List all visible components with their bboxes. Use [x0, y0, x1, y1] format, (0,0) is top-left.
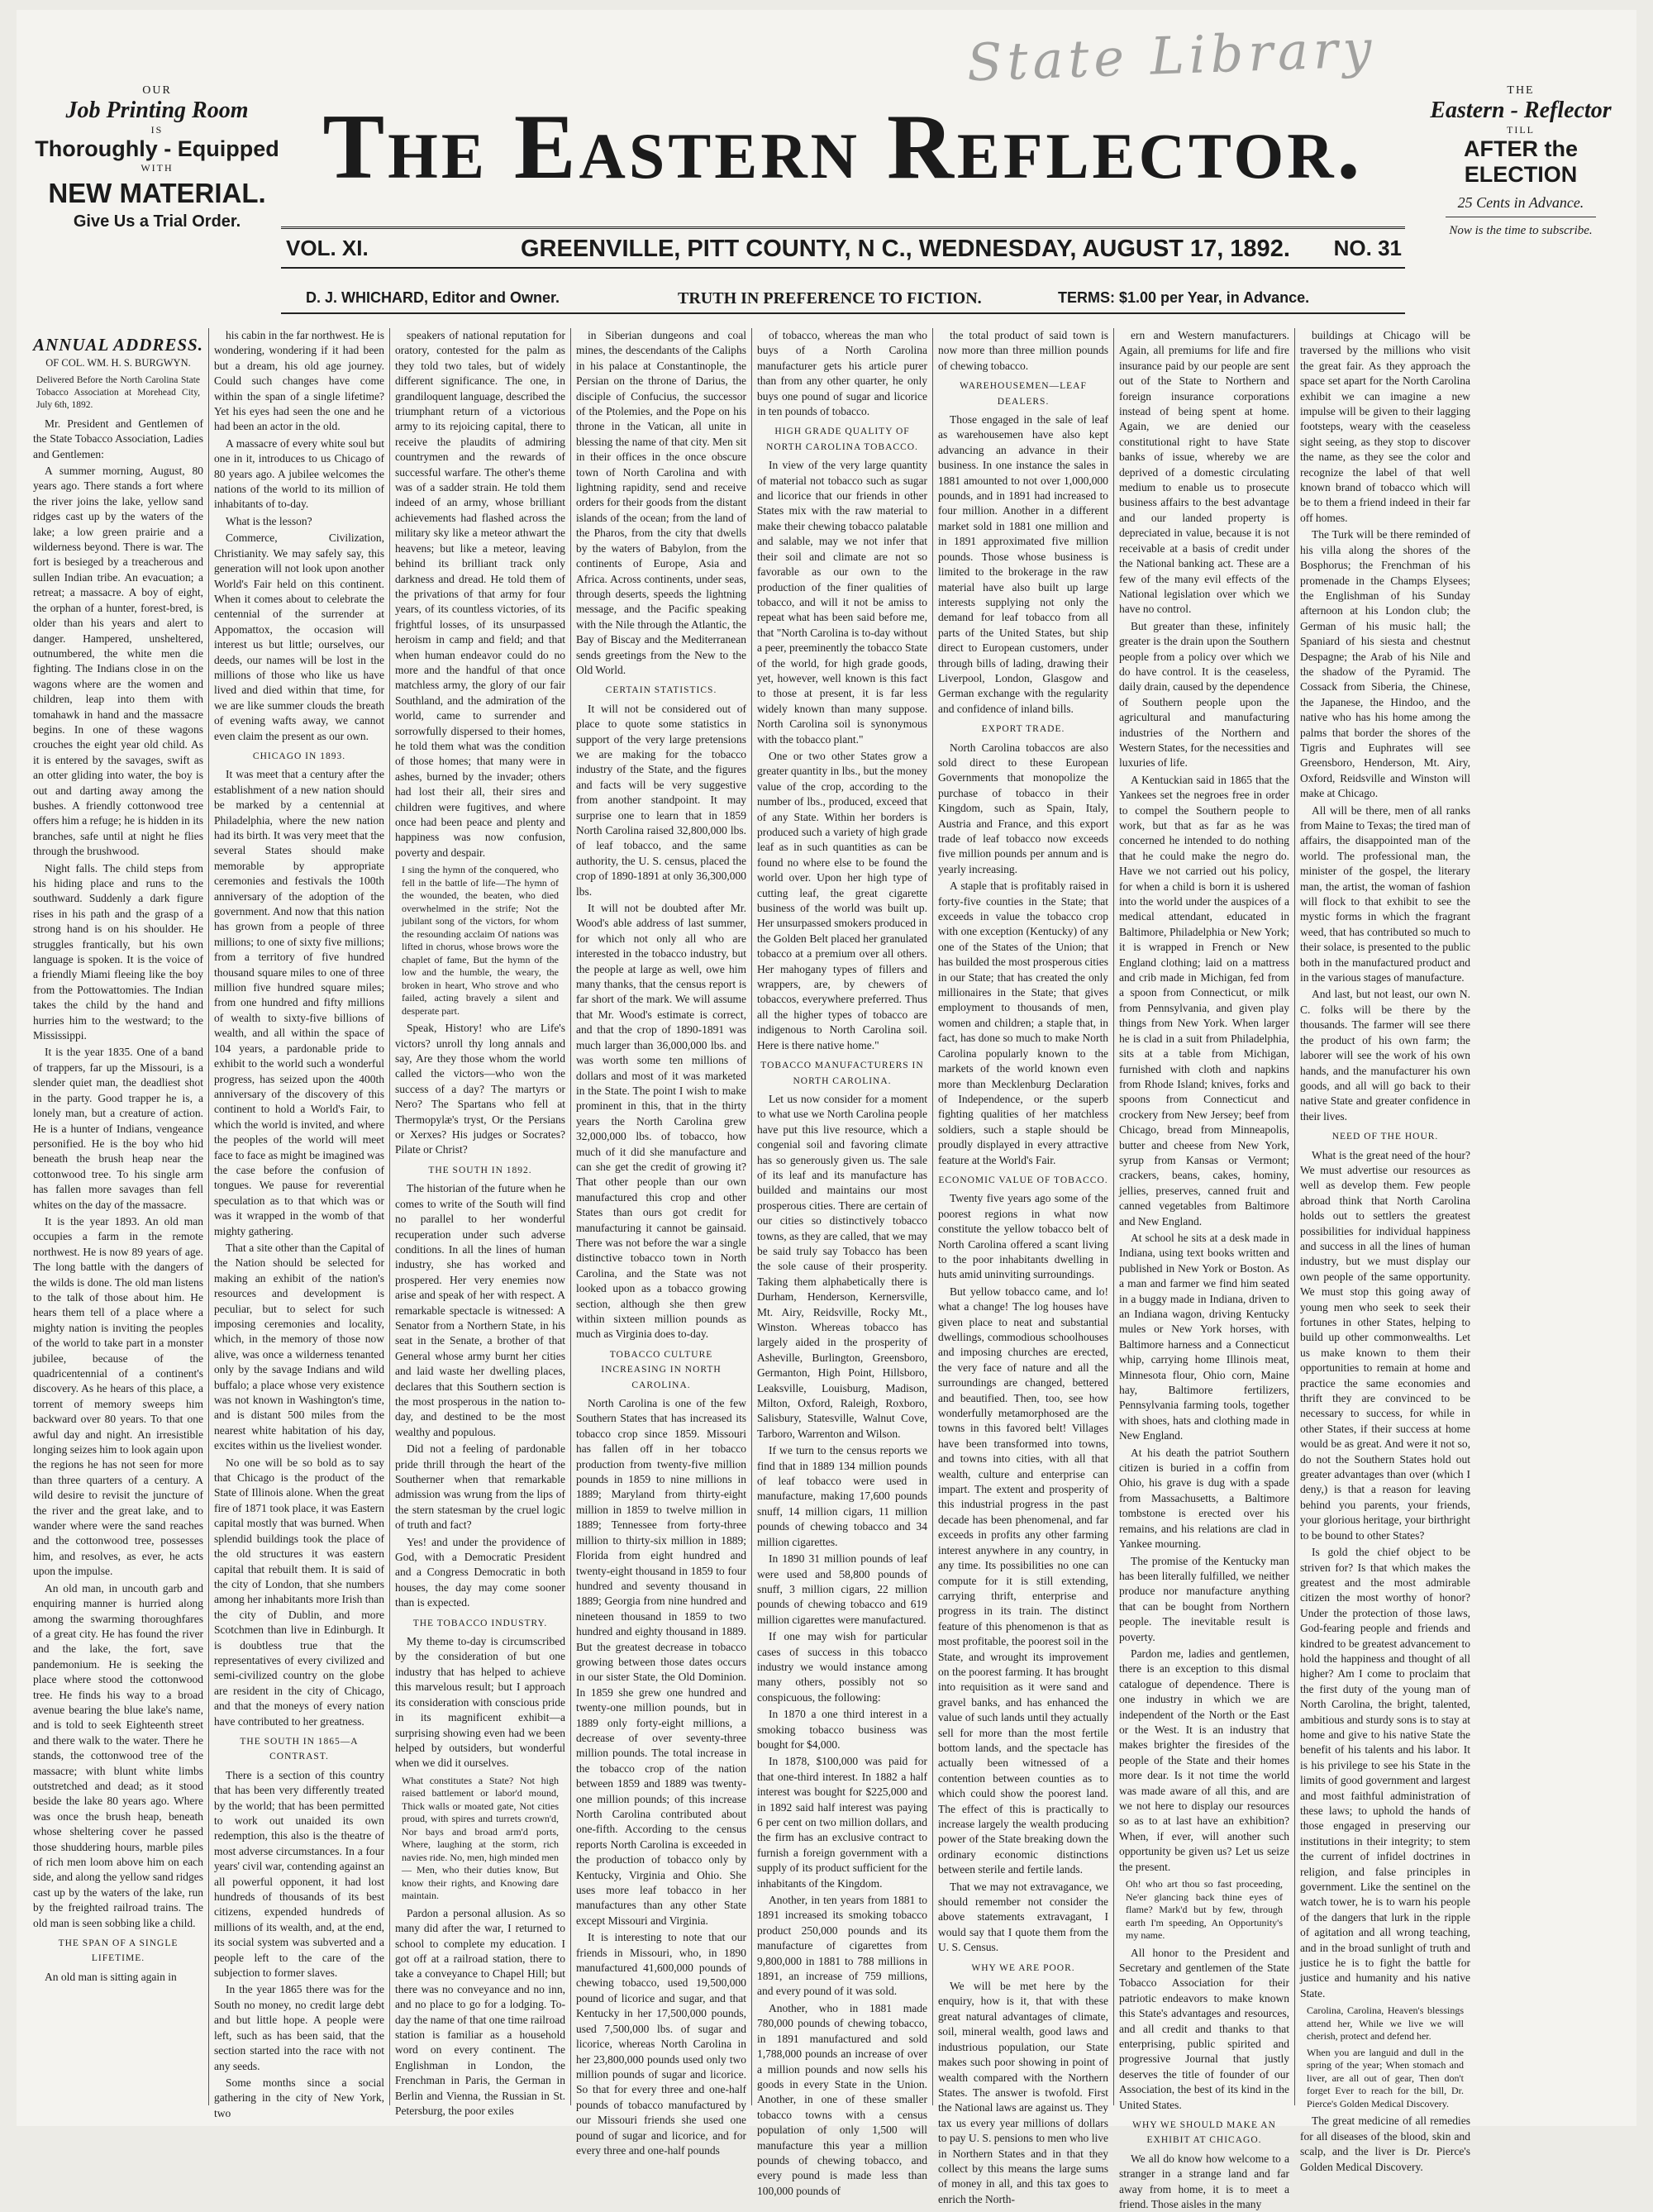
ear-connector-with: WITH — [141, 162, 174, 174]
paragraph: In view of the very large quantity of material not tobacco such as sugar and licorice that our friends in other States mix with the raw material to make their chewing tobacco palatable and salable, may we not infer that their soil and climate are not so favorable as our own to the production of the finer qualities of tobacco, and will it not be amiss to repeat what has been said before me, that "North Carolina is to-day without a peer, preeminently the tobacco State of the world, for high grade goods, yet, however, well known is this fact to those at present, it is far less widely known than many suppose. North Carolina soil is synonymous with the tobacco plant." — [757, 459, 927, 746]
paragraph: Pardon a personal allusion. As so many did after the war, I returned to school to complete my education. I got off at a railroad station, there to take a conveyance to Chapel Hill; but there was no conveyance and no inn, and no place to go for a lodging. To-day the name of that one time railroad station is familiar as a household word on every continent. The Englishman in London, the Frenchman in Paris, the German in Berlin and Vienna, the Russian in St. Petersburg, the poor exiles — [395, 1906, 565, 2117]
volume-number: VOL. XI. — [286, 236, 369, 260]
dateline-bar — [281, 226, 1405, 269]
paragraph: A summer morning, August, 80 years ago. There stands a fort where the river joins the lake, yellow sand ridges cast up by the waters of the lake; a low green prairie and a wilderness beyond. There is war. The fort is besieged by a treacherous and sullen Indian tribe. An evacuation; a retreat; a massacre. A boy of eight, the orphan of a hunter, forest-bred, is older than his years and alert to danger. Hampered, unsheltered, outnumbered, the white men die fighting. The Indians close in on the wagons where are the women and children, leap into them with tomahawk in hand and the massacre begins. In one of these wagons crouches the eight year old child. As it is entered by the savages, swift as an otter gliding into water, the boy is out and darting away among the bushes. A friendly cottonwood tree offers him a refuge; he is hidden in its branches, safe until at night he flies through the brushwood. — [33, 465, 203, 858]
paragraph: Did not a feeling of pardonable pride thrill through the heart of the Southerner when that remarkable admission was wrung from the lips of the stern statesman by the cruel logic of truth and fact? — [395, 1442, 565, 1532]
newspaper-page — [17, 10, 1636, 2211]
paragraph: It will not be considered out of place to quote some statistics in support of the very large pretensions we are making for the tobacco industry of the State, and the figures and facts will be very suggestive from another standpoint. It may surprise one to learn that in 1859 North Carolina raised 32,800,000 lbs. of leaf tobacco, and the same authority, the U. S. census, placed the crop of 1890-1891 at only 36,300,000 lbs. — [576, 702, 746, 898]
paragraph: In 1870 a one third interest in a smoking tobacco business was bought for $4,000. — [757, 1708, 927, 1751]
paragraph: What is the lesson? — [226, 514, 312, 527]
verse-quote: When you are languid and dull in the spring of the year; When stomach and liver, are all out of gear, Then don't forget Ever to reach for the bill, Dr. Pierce's Golden Medical Discovery. — [1307, 2046, 1464, 2110]
section-heading: NEED OF THE HOUR. — [1331, 1132, 1439, 1142]
left-ear-advertisement — [33, 84, 281, 231]
paragraph: The Turk will be there reminded of his villa along the shores of the Bosphorus; the Frenchman of his promenade in the Champs Elysees; the Englishman of his Sunday afternoon at his London club; the German of his music hall; the Spaniard of his siesta and chestnut Despagne; the Arab of his Nile and the shadow of the Pyramid. The Cossack from Siberia, the Chinese, the Japanese, the Hindoo, and the native who has his home among the palms that border the shores of the Tigris and Euphrates will see Greensboro, Henderson, Mt. Airy, Oxford, Reidsville and Winston will make at Chicago. — [1300, 528, 1470, 800]
paragraph: At school he sits at a desk made in Indiana, using text books written and published in New York or Boston. As a man and farmer we find him seated in a buggy made in Indiana, driven to an Indiana wagon, driving Kentucky mules or New York horses, with Baltimore harness and a Connecticut whip, carrying home Illinois meat, Minnesota flour, Ohio corn, Maine hay, Baltimore fertilizers, Pennsylvania farming tools, together with shoes, hats and clothing made in New England. — [1119, 1231, 1289, 1442]
paragraph: the total product of said town is now more than three million pounds of chewing tobacco. — [938, 329, 1108, 372]
paragraph: It was meet that a century after the establishment of a new nation should be marked by a centennial at Philadelphia, where the new nation had its birth. It was very meet that the several States should make memorable by appropriate ceremonies and festivals the 100th anniversary of the adoption of the government. And now that this nation has grown from a people of three millions; to one of sixty five millions; from a territory of five hundred thousand square miles to one of three million five hundred square miles; from one hundred and fifty millions of wealth to sixty-five billions of wealth, and all within the space of 104 years, a pardonable pride to exhibit to the world such a wonderful progress, has seized upon the 400th anniversary of the discovery of this continent to hold a World's Fair, to which the world is invited, and where the peoples of the world will meet face to face as might be imagined was the case before the confusion of tongues. We pause for reverential speculation as to that which was or was it wrapped in the womb of that mighty gathering. — [214, 768, 384, 1237]
paragraph: But yellow tobacco came, and lo! what a change! The log houses have given place to neat and substantial dwellings, commodious schoolhouses and imposing churches are erected, the very face of nature and all the surroundings are changed, bettered and beautified. Then, too, see how wonderfully metamorphosed are the towns in this favored belt! Villages have been transformed into towns, and towns into cities, with all that wealth, culture and enterprise can impart. The extent and prosperity of this industrial progress in the past decade has been phenomenal, and far exceeds in profits any other farming interest anywhere in any country, in any time. Its possibilities no one can compute for it is still extending, carrying thrift, enterprise and progress in its train. The distinct feature of this phenomenon is that as most profitable, the poorest soil in the State, and wrought its improvement on the poorest farming. It has brought into requisition as it were sand and gravel banks, and has enhanced the value of such lands until they actually sell for more than the most fertile bottom lands, and the spectacle has actually been witnessed of a contention between counties as to which could show the poorest land. The effect of this is practically to increase largely the wealth producing power of the State breaking down the ordinary economic distinctions between sterile and fertile lands. — [938, 1285, 1108, 1876]
paragraph: North Carolina tobaccos are also sold direct to these European Governments that monopolize the purchase of tobacco in their Kingdom, such as Spain, Italy, Austria and France, and this export trade of leaf tobacco now exceeds five million pounds per annum and is yearly increasing. — [938, 741, 1108, 875]
paragraph: It will not be doubted after Mr. Wood's able address of last summer, for which not only all who are interested in the tobacco industry, but the people at large as well, owe him many thanks, that the census report is far short of the mark. We will assume that Mr. Wood's estimate is correct, and that the crop of 1890-1891 was much larger than 36,000,000 lbs. and was worth some ten millions of dollars and most of it was marketed in the State. The point I wish to make prominent in this, that in the thirty years the North Carolina grew 32,000,000 lbs. of tobacco, how much of it did she manufacture and can she get the credit of growing it? That other people than our own manufactured this crop and other States than ours got credit for manufacturing it cannot be gainsaid. There was not before the war a single distinctive tobacco town in North Carolina, and the State was not looked upon as a tobacco growing section, although she then grew within sixteen million pounds as much as Virginia does to-day. — [576, 902, 746, 1341]
paragraph: of tobacco, whereas the man who buys of a North Carolina manufacturer gets his article purer than from any other quarter, he only buys one pound of sugar and licorice in ten pounds of tobacco. — [757, 329, 927, 418]
paragraph: At his death the patriot Southern citizen is buried in a coffin from Ohio, his grave is dug with a spade from Massachusetts, a Baltimore tombstone is erected over his remains, and his relations are clad in Yankee mourning. — [1119, 1446, 1289, 1551]
section-heading: WHY WE SHOULD MAKE AN EXHIBIT AT CHICAGO. — [1132, 2120, 1276, 2146]
paragraph: Another, in ten years from 1881 to 1891 increased its smoking tobacco product 250,000 pounds and its manufacture of cigarettes from 9,800,000 in 1881 to 788 millions in 1891, an increase of 759 millions, and every pound of it was sold. — [757, 1894, 927, 1998]
editor-line — [281, 288, 1405, 314]
paragraph: All honor to the President and Secretary and gentlemen of the State Tobacco Association for their patriotic endeavors to make known this State's advantages and resources, and all credit and thanks to that enterprising, public spirited and progressive Journal that justly deserves the title of founder of our Association, the best of its kind in the United States. — [1119, 1946, 1289, 2111]
paragraph: Some months since a social gathering in the city of New York, two — [214, 2076, 384, 2119]
issue-number: NO. 31 — [1333, 236, 1402, 260]
paragraph: In 1890 31 million pounds of leaf were used and 58,800 pounds of snuff, 3 million cigars, 22 million pounds of chewing tobacco and 619 million cigarettes were manufactured. — [757, 1552, 927, 1626]
paragraph: Pardon me, ladies and gentlemen, there is an exception to this dismal catalogue of dependence. There is one industry in which we are independent of the North or the East or the West. It is an industry that makes brighter the firesides of the people of the State and their homes more dear. Is it not time the world was made aware of all this, and are we not here to display our resources so as to at last have an exhibition? When, if ever, will another such opportunity be given us? Let us seize the present. — [1119, 1647, 1289, 1873]
paragraph: In the year 1865 there was for the South no money, no credit large debt and but little hope. A people were left, such as has been said, that the section started into the race with not any seeds. — [214, 1983, 384, 2072]
paragraph: That we may not extravagance, we should remember not consider the above statements extravagant, I would say that I quote them from the U. S. Census. — [938, 1880, 1108, 1954]
paragraph: What is the great need of the hour? We must advertise our resources as well as develop them. Few people abroad think that North Carolina holds out to settlers the greatest possibilities for individual happiness and success in all the lines of human industry, but we must display our own people of the same opportunity. We must stop this going away of young men who seek to seek their fortunes in other States, helping to build up other commonwealths. Let us make known to them their opportunities to remain at home and practice the same economies and thrift they are convinced to be necessary to success, for while in other States, if their success at home would be as great. And were it not so, do not the Southern States hold out greater advantages than over (which I deny,) is that a reason for leaving behind you parents, your friends, your glorious heritage, your birthright to be bound to other States? — [1300, 1148, 1470, 1542]
paragraph: Those engaged in the sale of leaf as warehousemen have also kept advancing an advance in their business. In one instance the sales in 1881 amounted to not over 1,000,000 pounds, and in 1891 had increased to four million. Another in a different market sold in 1881 one million and in 1891 approximated five million pounds. Those whose business is limited to the brokerage in the raw material have also built up large interests supplying not only the demand for leaf tobacco from all parts of the United States, but ship direct to European customers, under through bills of lading, drawing their Liverpool, London, Glasgow and German exchange with the regularity and confidence of inland bills. — [938, 413, 1108, 715]
column-4 — [576, 328, 746, 2157]
paragraph: A massacre of every white soul but one in it, introduces to us Chicago of 80 years ago. A jubilee welcomes the nations of the world to its million of inhabitants of to-day. — [214, 436, 384, 511]
column-1 — [33, 334, 203, 2111]
ear-small-caption: THE — [1507, 84, 1535, 97]
paragraph: The historian of the future when he comes to write of the South will find no parallel to her wonderful recuperation under such adverse conditions. In all the lines of human industry, she has worked and prospered. Her very enemies now arise and speak of her with respect. A remarkable spectacle is witnessed: A Senator from a Northern State, in his seat in the Senate, a brother of that General whose army burnt her cities and laid waste her dwelling places, declares that this Southern section is the most prosperous in the nation to-day, and destined to be the most wealthy and populous. — [395, 1182, 565, 1438]
paragraph: We all do know how welcome to a stranger in a strange land and far away from home, it is to meet a friend. Those aisles in the many — [1119, 2152, 1289, 2211]
column-5 — [757, 328, 927, 2197]
column-rule — [389, 328, 390, 2105]
paragraph: A Kentuckian said in 1865 that the Yankees set the negroes free in order to compel the Southern people to work, but that as far as he was concerned he intended to do nothing that he could make the negro do. Have we not carried out his policy, for when a child is born it is ushered into the world under the auspices of a medical attendant, educated in Baltimore, Philadelphia or New York; it is wrapped in French or New England clothing; laid on a mattress and crib made in Michigan, fed from a spoon from Connecticut, or milk from Pennsylvania, and given play things from New York. When larger he is clad in a suit from Philadelphia, sits at a table from Michigan, furnished with cloth and napkins from Rhode Island; knives, forks and spoons from Connecticut and crockery from New Jersey; beef from Chicago, bread from Minneapolis, butter and cheese from New York, syrup from Kansas or Vermont; crackers, beans, cakes, hominy, jellies, preserves, canned fruit and canned vegetables from Baltimore and New England. — [1119, 773, 1289, 1228]
ear-subscribe-note: Now is the time to subscribe. — [1449, 224, 1593, 237]
section-heading: THE TOBACCO INDUSTRY. — [412, 1618, 548, 1628]
section-heading: THE SOUTH IN 1892. — [428, 1165, 532, 1175]
paragraph: Another, who in 1881 made 780,000 pounds of chewing tobacco, in 1891 manufactured and sold 1,788,000 pounds an increase of over a million pounds and now sells his goods in every State in the Union. Another, in one of these smaller tobacco towns with a census population of only 1,500 will manufacture this year a million pounds of chewing tobacco, and every pound is made less than 100,000 pounds of — [757, 2001, 927, 2197]
paragraph: It is the year 1893. An old man occupies a farm in the remote northwest. He is now 89 years of age. The long battle with the dangers of the wilds is done. The old man listens to the talk of those about him. He hears them tell of a place where a mighty nation is inviting the peoples of the world to take part in a monster jubilee, because of the quadricentennial of a continent's discovery. As he hears of this place, a torrent of memory sweeps him backward over 80 years. To that one awful day and night. An irresistible longing seizes him to look again upon the regions he has not seen for more than three quarters of a century. A wild desire to revisit the juncture of the river and the great lake, and to wander where were the sand reaches and the cottonwood tree, possesses him, and resolves, as ever, he acts upon the impulse. — [33, 1214, 203, 1578]
column-8 — [1300, 328, 1470, 2173]
paragraph: In 1878, $100,000 was paid for that one-third interest. In 1882 a half interest was bought for $225,000 and in 1892 said half interest was paying 6 per cent on two million dollars, and the firm has an exclusive contract to furnish a foreign government with a supply of its product sufficient for the inhabitants of the Kingdom. — [757, 1755, 927, 1890]
section-heading: WHY WE ARE POOR. — [971, 1962, 1075, 1973]
ear-price: 25 Cents in Advance. — [1457, 194, 1584, 211]
subscription-terms: TERMS: $1.00 per Year, in Advance. — [1058, 289, 1310, 306]
paragraph: Yes! and under the providence of God, with a Democratic President and a Congress Democratic in both houses, the day may come sooner than is expected. — [395, 1535, 565, 1609]
paragraph: Twenty five years ago some of the poorest regions in what now constitute the yellow tobacco belt of North Carolina offered a scant living to the poor inhabitants dwelling in huts amid uninviting surroundings. — [938, 1192, 1108, 1281]
ear-connector: IS — [150, 124, 164, 136]
ear-script-title: Eastern - Reflector — [1430, 98, 1612, 123]
paragraph: An old man is sitting again in — [45, 1970, 177, 1983]
ear-line-equipped: Thoroughly - Equipped — [35, 136, 279, 161]
paragraph: That a site other than the Capital of the Nation should be selected for making an exhibit of the nation's resources and development is peculiar, but to select for such imposing ceremonies and locality, which, in the memory of those now alive, was once a wilderness tenanted only by the savage Indians and wild buffalo; a place whose very existence was not known in Washington's time, and is distant 500 miles from the nearest white habitation of his day, excites within us the liveliest wonder. — [214, 1241, 384, 1452]
paragraph: The great medicine of all remedies for all diseases of the blood, skin and scalp, and the liver is Dr. Pierce's Golden Medical Discovery. — [1300, 2114, 1470, 2173]
ear-connector-till: TILL — [1507, 124, 1535, 136]
motto: TRUTH IN PREFERENCE TO FICTION. — [678, 289, 982, 307]
column-rule — [751, 328, 752, 2105]
column-3 — [395, 328, 565, 2117]
column-7 — [1119, 328, 1289, 2211]
paragraph: North Carolina is one of the few Southern States that has increased its tobacco crop since 1859. Missouri has fallen off in her tobacco production from twenty-five million pounds in 1859 to nine millions in 1889; Maryland from thirty-eight million in 1859 to twelve million in 1889; Tennessee from forty-three million to thirty-six million in 1889; Florida from eight hundred and twenty-eight thousand in 1859 to four hundred and seventy thousand in 1889; Georgia from nine hundred and nineteen thousand in 1859 to two hundred and eighty thousand in 1889. But the greatest decrease in tobacco growing between those dates occurs in our sister State, the Old Dominion. In 1859 she grew one hundred and twenty-one million pounds, but in 1889 only forty-eight millions, a decrease of over seventy-three million pounds. The total increase in the tobacco crop of the nation between 1859 and 1889 was twenty-one million pounds; of this increase North Carolina contributed about one-fifth. According to the census reports North Carolina is exceeded in the production of tobacco only by Kentucky, Virginia and Ohio. She uses more leaf tobacco in her manufactures than any other State except Missouri and Virginia. — [576, 1397, 746, 1927]
section-heading: HIGH GRADE QUALITY OF NORTH CAROLINA TOBACCO. — [766, 427, 918, 452]
paragraph: A staple that is profitably raised in forty-five counties in the State; that exceeds in value the tobacco crop with one exception (Kentucky) of any one of the States of the Union; that has builded the most prosperous cities in our State; that has created the only millionaires in the State; that gives employment to thousands of men, women and children; a staple that, in fact, has done so much to make North Carolina popularly known to the markets of the world known even more than Mecklenburg Declaration of Independence, or the superb fighting qualities of her matchless soldiers, such a staple should be proudly displayed in every attractive feature at the World's Fair. — [938, 880, 1108, 1166]
ear-offer: Give Us a Trial Order. — [73, 212, 241, 231]
paragraph: Is gold the chief object to be striven for? Is that which makes the greatest and the most admirable citizen the most worthy of honor? Under the protection of those laws, God-fearing people and friends and kindred to be greatest advancement to hold the happiness and thought of all higher? Am I come to proclaim that the first duty of the young man of North Carolina, the bright, talented, ambitious and sturdy sons is to stay at home and give to his native State the benefit of his talents and his labor. It is his privilege to see his State in the limits of good government and largest and most faithful administration of these laws; to uphold the hands of those engaged in preserving our institutions in their integrity; to stem the current of infidel doctrines in religion, and false principles in government. Like the sentinel on the watch tower, he is to warn his people of the dangers that lurk in the ripple of agitation and all wrong teaching, and in the broad sunlight of truth and justice he is to fight the battle for justice and humanity and his native State. — [1300, 1546, 1470, 2000]
section-heading: THE SPAN OF A SINGLE LIFETIME. — [58, 1938, 179, 1964]
ear-small-caption: OUR — [142, 84, 172, 97]
paragraph: ern and Western manufacturers. Again, all premiums for life and fire insurance paid by our people are sent out of the State to Northern and foreign insurance corporations instead of being spent at home. Again, we are denied our constitutional right to have State banks of issue, whereby we are deprived of a domestic circulating medium to enable us to prosecute business affairs to the best advantage and our landed property is depreciated in value, because it is not receivable at a basis of credit under the National banking act. These are a few of the many evil effects of the National legislation over which we have no control. — [1119, 329, 1289, 616]
paragraph: My theme to-day is circumscribed by the consideration of but one industry that has helped to achieve this marvelous result; but I approach its consideration with conscious pride in its magnificent exhibit—a surprising showing even had we been helped by outsiders, but wonderful when we did it ourselves. — [395, 1635, 565, 1770]
paragraph: buildings at Chicago will be traversed by the millions who visit the great fair. As they approach the space set apart for the North Carolina exhibit we can imagine a new impulse will be given to their lagging footsteps, weary with the ceaseless sight seeing, as they stop to discover the name, as they see the color and recognize the label of that well known brand of tobacco which will be to them a friend indeed in their far off homes. — [1300, 329, 1470, 524]
section-heading: EXPORT TRADE. — [981, 724, 1065, 735]
section-heading: WAREHOUSEMEN—LEAF DEALERS. — [960, 381, 1087, 407]
paragraph: Commerce, Civilization, Christianity. We may safely say, this generation will not look upon another World's Fair held on this continent. When it comes about to celebrate the centennial of the surrender at Appomattox, the occasion will interest us but little; ourselves, our deeds, our names will be lost in the millions of those who like us have lived and died within that time, for we are like summer clouds the breath of evening wafts away, we cannot even claim the present as our own. — [214, 532, 384, 742]
column-rule — [1294, 328, 1295, 2105]
byline: OF COL. WM. H. S. BURGWYN. — [45, 357, 191, 369]
editor-name: D. J. WHICHARD, Editor and Owner. — [306, 289, 560, 306]
delivery-note: Delivered Before the North Carolina State Tobacco Association at Morehead City, July 6th, 1892. — [36, 374, 200, 410]
ear-line-material: NEW MATERIAL. — [48, 178, 266, 208]
ear-script-title: Job Printing Room — [65, 98, 249, 123]
section-heading: THE SOUTH IN 1865—A CONTRAST. — [240, 1736, 359, 1762]
paragraph: his cabin in the far northwest. He is wondering, wondering if it had been but a dream, his old age journey. Could such changes have come within the span of a single lifetime? Yet his eyes had seen the one and he had been an actor in the old. — [214, 329, 384, 433]
paragraph: in Siberian dungeons and coal mines, the descendants of the Caliphs in his palace at Constantinople, the Persian on the throne of Darius, the disciple of Confucius, the successor of the Ptolemies, and the Pope on his throne in the Vatican, all unite in blessing the name of that city. Men sit in their offices in the once obscure town of North Carolina and with lightning rapidity, send and receive orders for their goods from the distant islands of the ocean; from the land of the Pharos, from the city that dwells by the waters of Babylon, from the continents of Europe, Asia and Africa. Across continents, under seas, through deserts, speeds the lightning message, and the Pacific speaking with the Nile through the Atlantic, the Bay of Biscay and the Mediterranean sends greetings from the New to the Old World. — [576, 329, 746, 676]
column-rule — [208, 328, 209, 2105]
paragraph: It is interesting to note that our friends in Missouri, who, in 1890 manufactured 41,600,000 pounds of chewing tobacco, used 19,500,000 pound of licorice and sugar, and that Kentucky in her 17,500,000 pounds, used 7,500,000 lbs. of sugar and licorice, whereas North Carolina in her 23,800,000 pounds used only two million pounds of sugar and licorice. So that for every three and one-half pounds of tobacco manufactured by our Missouri friends she used one pound of sugar and licorice, and for every three and one-half pounds — [576, 1931, 746, 2157]
verse-quote: Carolina, Carolina, Heaven's blessings attend her, While we live we will cherish, protect and defend her. — [1307, 2005, 1464, 2043]
paragraph: And last, but not least, our own N. C. folks will be there by the thousands. The farmer will see there the product of his own farm; the laborer will see the work of his own hands, and the manufacturer his own goods, and all will go back to their native State and greater confidence in their lives. — [1300, 988, 1470, 1123]
paragraph: Let us now consider for a moment to what use we North Carolina people have put this live resource, which a congenial soil and favoring climate has so generously given us. The sale of its leaf and its manufacture has builded and maintains our most prosperous cities. There are certain of our cities so distinctively tobacco towns, as they are called, that we may be said truly say Tobacco has been the sole cause of their prosperity. Taking them alphabetically there is Durham, Henderson, Kernersville, Mt. Airy, Reidsville, Rocky Mt., Winston. Whereas tobacco has largely aided in the prosperity of Asheville, Burlington, Greensboro, Germanton, High Point, Hillsboro, Leaksville, Louisburg, Madison, Milton, Oxford, Raleigh, Roxboro, Salisbury, Statesville, Walnut Cove, Tarboro, Warrenton and Wilson. — [757, 1092, 927, 1440]
paragraph: If we turn to the census reports we find that in 1889 134 million pounds of leaf tobacco were used in manufacture, making 17,600 pounds snuff, 14 million cigars, 11 million pounds of chewing tobacco and 34 million cigarettes. — [757, 1444, 927, 1548]
paragraph: speakers of national reputation for oratory, contested for the palm as they told two tales, but of widely different significance. The one, in grandiloquent language, described the triumphant return of a victorious army to its rejoicing capital, there to receive the plaudits of admiring countrymen and the rewards of successful warfare. The other's theme was of a sadder strain. He told them indeed of an army, whose brilliant achievements had flashed across the military sky like a meteor athwart the heavens; but like a meteor, leaving behind its brilliant track only darkness and dread. He told them of the privations of that army for four years, of its countless victories, of its frightful losses, of its unsurpassed heroism in camp and field; and that when human endeavor could do no more and the handful of that once matchless army, the glory of our fair Southland, and the admiration of the world, came to surrender and sorrowfully dispersed to their homes, he told them what was the condition of those homes; that many were in ashes, burned by the invader; others had lost their all, their sires and children were fugitives, and where once had been peace and plenty and happiness was now confusion, poverty and despair. — [395, 329, 565, 859]
masthead-title: The Eastern Reflector. — [322, 96, 1364, 198]
paragraph: It is the year 1835. One of a band of trappers, far up the Missouri, is a slender quiet man, the deadliest shot in the party. Good trapper he is, a lonely man, but a creature of action. He is a hunter of Indians, vengeance personified. He is the boy who hid beneath the brush heap near the cottonwood tree. To his single arm has fallen more savages than fell whites on the day of the massacre. — [33, 1046, 203, 1211]
column-6 — [938, 328, 1108, 2205]
paragraph: The promise of the Kentucky man has been literally fulfilled, we neither produce nor manufacture anything that can be bought from Northern people. The inevitable result is poverty. — [1119, 1554, 1289, 1643]
paragraph: There is a section of this country that has been very differently treated by the world; that has been permitted to work out unaided its own redemption, this also is the theatre of most adverse circumstances. In a four years' civil war, contending against an all powerful opponent, it had lost hundreds of thousands of its best citizens, expended hundreds of millions of its wealth, and, at the end, its social system was subverted and a people left to the care of the subjection to former slaves. — [214, 1768, 384, 1980]
column-2 — [214, 328, 384, 2119]
paragraph: One or two other States grow a greater quantity in lbs., but the money value of the crop, according to the number of lbs., produced, exceed that of any State. Within her borders is produced such a variety of high grade leaf as in such quantities as can be found no where else to be found the world over. Upon her high type of cutting leaf, the great cigarette business of the world was built up. Her unsurpassed smokers produced in the Golden Belt placed her granulated tobacco at a premium over all others. Her mahogany types of fillers and wrappers, are, by chewers of tobaccos, everywhere preferred. Thus all the higher types of tobacco are indigenous to North Carolina soil. Here is there native home." — [757, 749, 927, 1051]
paragraph: But greater than these, infinitely greater is the drain upon the Southern people from a policy over which we do have control. It is the ceaseless, daily drain, caused by the dependence of Southern people upon the agricultural and manufacturing industries of the Northern and Western States, for the necessities and luxuries of life. — [1119, 619, 1289, 770]
paragraph: Night falls. The child steps from his hiding place and runs to the southward. Suddenly a dark figure rises in his path and the grasp of a strong hand is on his shoulder. He struggles frantically, but his own language is spoken. It is the voice of a friendly Miami fleeing like the boy from the Pottowattomies. The Indian takes the child by the hand and hurries him to the westward; to the Mississippi. — [33, 861, 203, 1042]
column-rule — [932, 328, 933, 2105]
section-heading: CERTAIN STATISTICS. — [605, 685, 717, 696]
paragraph: An old man, in uncouth garb and enquiring manner is hurried along among the swarming thoroughfares of a great city. He has found the river and the lake, the fort, save pandemonium. He is seeking the place where stood the cottonwood tree. He finds his way to a broad avenue bearing the blue lake's name, and is told to seek Eighteenth street and there walk to the water. There he stands, the cottonwood tree of the massacre; with blunt white limbs outstretched and dead; as it stood beside the lake 80 years ago. Where was once the brush heap, beneath whose sheltering cover he passed those shuddering hours, marble piles of rich men loom above him on each side, and along the yellow sand ridges cast up by the waters of the lake, run by the freighted railroad trains. The old man is seen sobbing like a child. — [33, 1581, 203, 1929]
verse-quote: What constitutes a State? Not high raised battlement or labor'd mound, Thick walls or moated gate, Not cities proud, with spires and turrets crown'd, Nor bays and broad arm'd ports, Where, laughing at the storm, rich navies ride. No, men, high minded men— Men, who their duties know, But know their rights, and Knowing dare maintain. — [402, 1774, 559, 1902]
section-heading: ECONOMIC VALUE OF TOBACCO. — [938, 1175, 1108, 1185]
verse-quote: Oh! who art thou so fast proceeding, Ne'er glancing back thine eyes of flame? Mark'd but by few, through earth I'm speeding, An Opportunity's my name. — [1126, 1878, 1283, 1942]
paragraph: Mr. President and Gentlemen of the State Tobacco Association, Ladies and Gentlemen: — [33, 417, 203, 460]
column-rule — [1113, 328, 1114, 2105]
handwritten-library-stamp: State Library — [965, 18, 1378, 93]
section-heading: TOBACCO MANUFACTURERS IN NORTH CAROLINA. — [760, 1061, 924, 1086]
section-heading: CHICAGO IN 1893. — [252, 751, 346, 761]
section-heading: ANNUAL ADDRESS. — [33, 335, 203, 355]
section-heading: TOBACCO CULTURE INCREASING IN NORTH CAROLINA. — [601, 1349, 722, 1390]
paragraph: Speak, History! who are Life's victors? unroll thy long annals and say, Are they those whom the world called the victors—who won the success of a day? The martyrs or Nero? The Spartans who fell at Thermopylæ's tryst, Or the Persians or Xerxes? His judges or Socrates? Pilate or Christ? — [395, 1022, 565, 1156]
place-and-date: GREENVILLE, PITT COUNTY, N C., WEDNESDAY, AUGUST 17, 1892. — [521, 236, 1290, 262]
paragraph: If one may wish for particular cases of success in this tobacco industry we would instance among many others, possibly not so conspicuous, the following: — [757, 1630, 927, 1704]
right-ear-advertisement — [1413, 84, 1628, 238]
ear-line-election: AFTER the ELECTION — [1464, 136, 1578, 187]
paragraph: We will be met here by the enquiry, how is it, that with these great natural advantages of climate, soil, mineral wealth, good laws and industrious population, our State makes such poor showing in point of wealth compared with the Northern States. The answer is twofold. First the National laws are against us. They tax us every year millions of dollars to pay U. S. pensions to men who live in Northern States and in that they collect by this means the large sums of money in all, and this tax goes to enrich the North- — [938, 1980, 1108, 2205]
paragraph: All will be there, men of all ranks from Maine to Texas; the tired man of affairs, the disappointed man of the world. The professional man, the minister of the gospel, the literary man, the artist, the woman of fashion will flock to that exhibit to see the mystic forms in which the fragrant weed, that has contributed so much to their solace, is presented to the public both in the manufactured product and in the various stages of manufacture. — [1300, 803, 1470, 984]
paragraph: No one will be so bold as to say that Chicago is the product of the State of Illinois alone. When the great fire of 1871 took place, it was Eastern capital mostly that was burned. When splendid buildings took the place of the old structures it was eastern capital that rebuilt them. It is said of the city of London, that she numbers among her inhabitants more Irish than the city of Dublin, and more Scotchmen than live in Edinburgh. It is doubtless true that the representatives of every civilized and semi-civilized country on the globe are resident in the city of Chicago, and that the moneys of every nation have contributed to her greatness. — [214, 1456, 384, 1728]
column-rule — [570, 328, 571, 2105]
verse-quote: I sing the hymn of the conquered, who fell in the battle of life—The hymn of the wounded, the beaten, who died overwhelmed in the strife; Not the jubilant song of the victors, for whom the resounding acclaim Of nations was lifted in chorus, whose brows wore the chaplet of fame, But the hymn of the low and the humble, the weary, the broken in heart, Who strove and who failed, acting bravely a silent and desperate part. — [402, 864, 559, 1017]
